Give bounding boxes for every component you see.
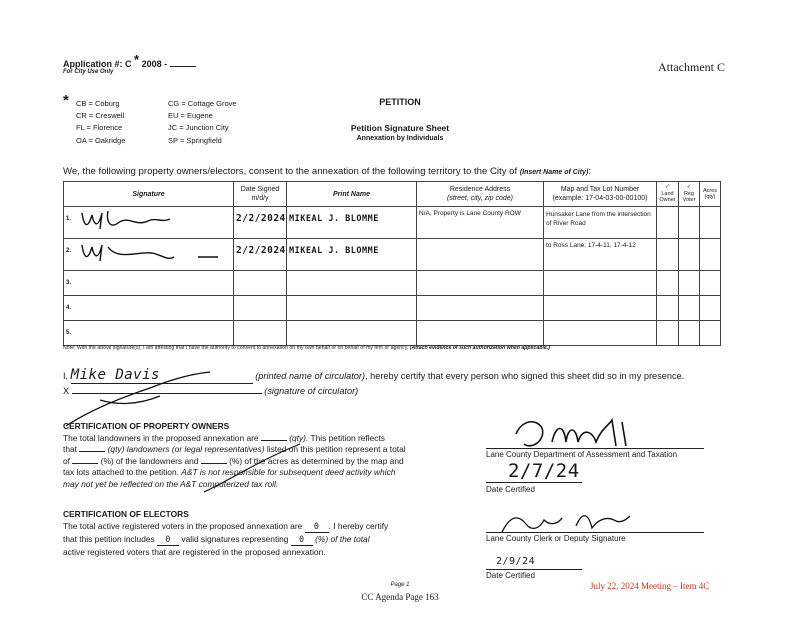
- reg-voter-cell: [679, 271, 700, 296]
- acres-cell: [700, 239, 721, 271]
- land-owner-cell: [657, 239, 679, 271]
- col-date: Date Signed m/d/y: [234, 182, 287, 207]
- land-owner-cell: [657, 321, 679, 346]
- print-name-cell: [287, 296, 417, 321]
- residence-cell: [417, 321, 544, 346]
- assessor-label: Lane County Department of Assessment and Taxation: [486, 450, 678, 459]
- circulator-line: I, Mike Davis (printed name of circulator), hereby certify that every person who signed this sheet did so in my presence.: [63, 367, 685, 383]
- reg-voter-cell: [679, 207, 700, 239]
- residence-cell: [417, 239, 544, 271]
- land-owner-cell: [657, 207, 679, 239]
- table-row: [64, 271, 721, 296]
- col-signature: Signature: [64, 182, 234, 207]
- reg-voter-cell: [679, 321, 700, 346]
- print-name-cell: MIKEAL J. BLOMME: [287, 207, 417, 239]
- electors-certification: CERTIFICATION OF ELECTORS The total active registered voters in the proposed annexation are 0 . I hereby certify that this petition includes 0 valid signatures representing 0 (%) of the total active registered voters that are registered in the proposed annexation.: [63, 508, 483, 558]
- agenda-page: CC Agenda Page 163: [361, 592, 439, 602]
- owners-certification: CERTIFICATION OF PROPERTY OWNERS The total landowners in the proposed annexation are (qty). This petition reflects that (qty) landowners (or legal representatives) listed on this petition represent a total of (%) of the landowners and (%) of the acres as determined by the map and tax lots attached to the petition. A&T is not responsible for subsequent deed activity which may not yet be reflected on the A&T computerized tax roll.: [63, 421, 483, 491]
- residence-cell: N/A, Property is Lane County ROW: [417, 207, 544, 239]
- map-cell: to Ross Lane; 17-4-11, 17-4-12: [544, 239, 657, 271]
- land-owner-cell: [657, 296, 679, 321]
- col-print-name: Print Name: [287, 182, 417, 207]
- date-cell: [234, 321, 287, 346]
- date-cell: 2/2/2024: [234, 207, 287, 239]
- signature-cell: 5.: [64, 321, 234, 346]
- print-name-cell: [287, 271, 417, 296]
- signature-cell: 4.: [64, 296, 234, 321]
- date-cell: [234, 296, 287, 321]
- acres-cell: [700, 271, 721, 296]
- signature-scribble-1: [78, 207, 188, 233]
- signature-cell: 2.: [64, 239, 234, 271]
- date-cell: [234, 271, 287, 296]
- col-reg-voter: ✓ Reg Voter: [679, 182, 700, 207]
- city-use-only: For City Use Only: [63, 69, 114, 75]
- table-row: [64, 296, 721, 321]
- clerk-date: 2/9/24: [496, 556, 536, 567]
- col-land-owner: ✓ Land Owner: [657, 182, 679, 207]
- signature-scribble-2: [78, 239, 228, 265]
- signature-cell: 3.: [64, 271, 234, 296]
- map-cell: Hunsaker Lane from the intersection of River Road: [544, 207, 657, 239]
- reg-voter-cell: [679, 296, 700, 321]
- col-map: Map and Tax Lot Number (example: 17-04-03-00-00100): [544, 182, 657, 207]
- clerk-label: Lane County Clerk or Deputy Signature: [486, 534, 626, 543]
- circulator-name: Mike Davis: [71, 367, 253, 384]
- print-name-cell: [287, 321, 417, 346]
- acres-cell: [700, 207, 721, 239]
- owners-heading: CERTIFICATION OF PROPERTY OWNERS: [63, 421, 230, 431]
- reg-voter-cell: [679, 239, 700, 271]
- table-row: [64, 239, 721, 271]
- assessor-signature: [512, 416, 642, 452]
- petition-title: PETITION: [379, 97, 421, 107]
- map-cell: [544, 296, 657, 321]
- assessor-date: 2/7/24: [508, 460, 580, 482]
- attachment-label: Attachment C: [658, 60, 725, 74]
- map-cell: [544, 271, 657, 296]
- application-blank: [170, 66, 196, 67]
- col-residence: Residence Address (street, city, zip code): [417, 182, 544, 207]
- print-name-cell: MIKEAL J. BLOMME: [287, 239, 417, 271]
- circulator-signature-line: X (signature of circulator): [63, 386, 359, 396]
- city-codes-left: CB = Coburg CR = Creswell FL = Florence OA = Oakridge: [76, 99, 126, 145]
- page-number: Page 1: [390, 582, 410, 588]
- land-owner-cell: [657, 271, 679, 296]
- map-cell: [544, 321, 657, 346]
- petition-table: [63, 181, 721, 346]
- signature-cell: 1.: [64, 207, 234, 239]
- col-acres: Acres (qty): [700, 182, 721, 207]
- sheet-subtitle: Annexation by Individuals: [356, 135, 444, 142]
- clerk-date-label: Date Certified: [486, 571, 535, 580]
- authority-note: Note: With the above signature(s), I am attesting that I have the authority to consent to annexation on my own behalf or on behalf of my firm or agency. (Attach evidence of such authorization when applicable.): [63, 345, 550, 351]
- table-row: [64, 321, 721, 346]
- meeting-label: July 22, 2024 Meeting – Item 4C: [590, 581, 710, 591]
- city-codes-right: CG = Cottage Grove EU = Eugene JC = Junction City SP = Springfield: [168, 99, 237, 145]
- table-row: [64, 207, 721, 239]
- acres-cell: [700, 321, 721, 346]
- application-number: Application #: C * 2008 -: [63, 55, 196, 70]
- residence-cell: [417, 271, 544, 296]
- intro-line: We, the following property owners/electors, consent to the annexation of the following territory to the City of (Insert Name of City):: [63, 166, 591, 177]
- strike-scribble: [200, 440, 320, 500]
- sheet-title: Petition Signature Sheet: [350, 123, 450, 133]
- date-cell: 2/2/2024: [234, 239, 287, 271]
- city-codes-star: *: [63, 92, 69, 109]
- assessor-date-label: Date Certified: [486, 485, 535, 494]
- electors-heading: CERTIFICATION OF ELECTORS: [63, 509, 189, 519]
- table-header-row: [64, 182, 721, 207]
- application-label: Application #:: [63, 59, 123, 69]
- assessor-line: [486, 448, 704, 449]
- acres-cell: [700, 296, 721, 321]
- residence-cell: [417, 296, 544, 321]
